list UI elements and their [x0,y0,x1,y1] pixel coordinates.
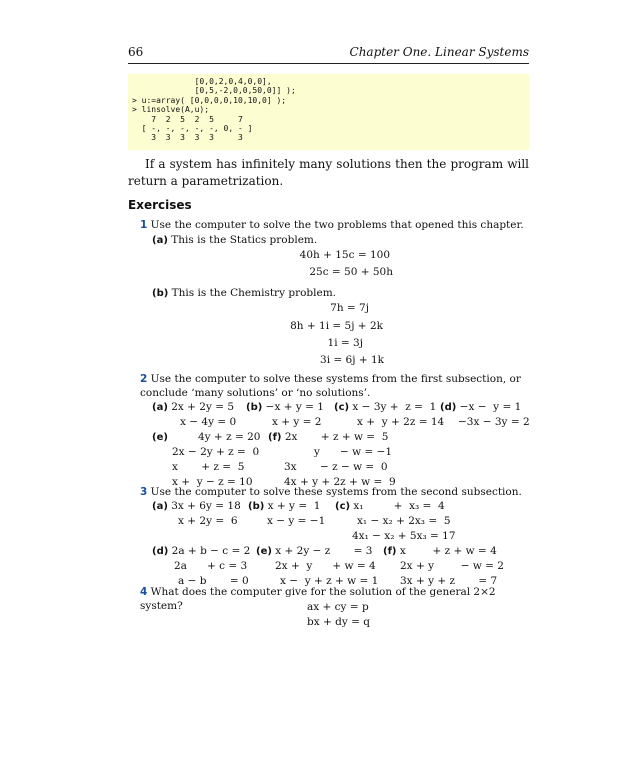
equation: x − y + z + w = 1 [280,575,379,587]
body-paragraph: If a system has infinitely many solutions then the program will return a parametrization. [128,157,529,188]
exercise-number: 3 [140,486,148,498]
equation: 3x + y + z = 7 [400,575,498,587]
equation: 40h + 15c = 100 [299,249,390,261]
equation: ax + cy = p [307,601,369,613]
equation: x₁ − x₂ + 2x₃ = 5 [357,515,451,527]
exercise-3c: (c) x₁ + x₃ = 4 [335,500,445,512]
exercise-1 [140,218,530,232]
header-rule [128,63,529,64]
code-text: [0,0,2,0,4,0,0], [0,5,-2,0,0,50,0]] ); > u:=array( [0,0,0,0,10,10,0] ); > linsolve(A,u); 7 2 5 2 5 7 [ -, -, -, -, -, 0, - ] 3 3 3 3 3 3 [132,77,296,143]
exercise-number: 1 [140,219,148,231]
exercise-2d: (d) −x − y = 1 [440,401,522,413]
equation: 3x − z − w = 0 [284,461,388,473]
equation: bx + dy = q [307,616,370,628]
page-number: 66 [128,45,144,59]
exercise-3f: (f) x + z + w = 4 [383,545,497,557]
exercise-1b: (b) This is the Chemistry problem. [152,287,336,299]
exercise-text: Use the computer to solve these systems from the first subsection, or conclude ‘many solutions’ or ‘no solutions’. [140,373,521,399]
exercise-3e: (e) x + 2y − z = 3 [256,545,373,557]
equation: x + y = 2 [272,416,322,428]
exercise-text: Use the computer to solve these systems from the second subsection. [150,486,522,498]
equation: 3i = 6j + 1k [320,354,384,366]
exercise-number: 2 [140,373,148,385]
exercise-2c: (c) x − 3y + z = 1 [334,401,437,413]
exercise-3 [140,485,530,499]
equation: x + y + 2z = 14 [357,416,445,428]
equation: 8h + 1i = 5j + 2k [290,320,383,332]
exercise-3a: (a) 3x + 6y = 18 [152,500,241,512]
chapter-title: Chapter One. Linear Systems [349,45,529,59]
equation: 4x₁ − x₂ + 5x₃ = 17 [352,530,456,542]
section-title: Exercises [128,198,192,212]
equation: 4x + y + 2z + w = 9 [284,476,396,488]
exercise-text: What does the computer give for the solution of the general 2×2 system? [140,586,496,612]
equation: x + 2y = 6 [178,515,238,527]
equation: 2x − 2y + z = 0 [172,446,260,458]
equation: 2x + y + w = 4 [275,560,376,572]
exercise-3b: (b) x + y = 1 [248,500,321,512]
equation: −3x − 3y = 2 [458,416,530,428]
equation: 2x + y − w = 2 [400,560,504,572]
equation: a − b = 0 [178,575,249,587]
exercise-number: 4 [140,586,148,598]
equation: x + z = 5 [172,461,245,473]
exercise-3d: (d) 2a + b − c = 2 [152,545,251,557]
exercise-1a: (a) This is the Statics problem. [152,234,318,246]
equation: x + y − z = 10 [172,476,253,488]
equation: 2a + c = 3 [174,560,248,572]
exercise-2f: (f) 2x + z + w = 5 [268,431,389,443]
exercise-2a: (a) 2x + 2y = 5 [152,401,235,413]
equation: y − w = −1 [284,446,393,458]
exercise-2 [140,372,532,400]
exercise-text: Use the computer to solve the two problems that opened this chapter. [150,219,524,231]
equation: 25c = 50 + 50h [309,266,393,278]
exercise-2b: (b) −x + y = 1 [246,401,324,413]
equation: x − 4y = 0 [180,416,237,428]
exercise-2e: (e) 4y + z = 20 [152,431,261,443]
equation: x − y = −1 [267,515,326,527]
equation: 7h = 7j [330,302,369,314]
code-block [128,74,529,150]
equation: 1i = 3j [327,337,363,349]
